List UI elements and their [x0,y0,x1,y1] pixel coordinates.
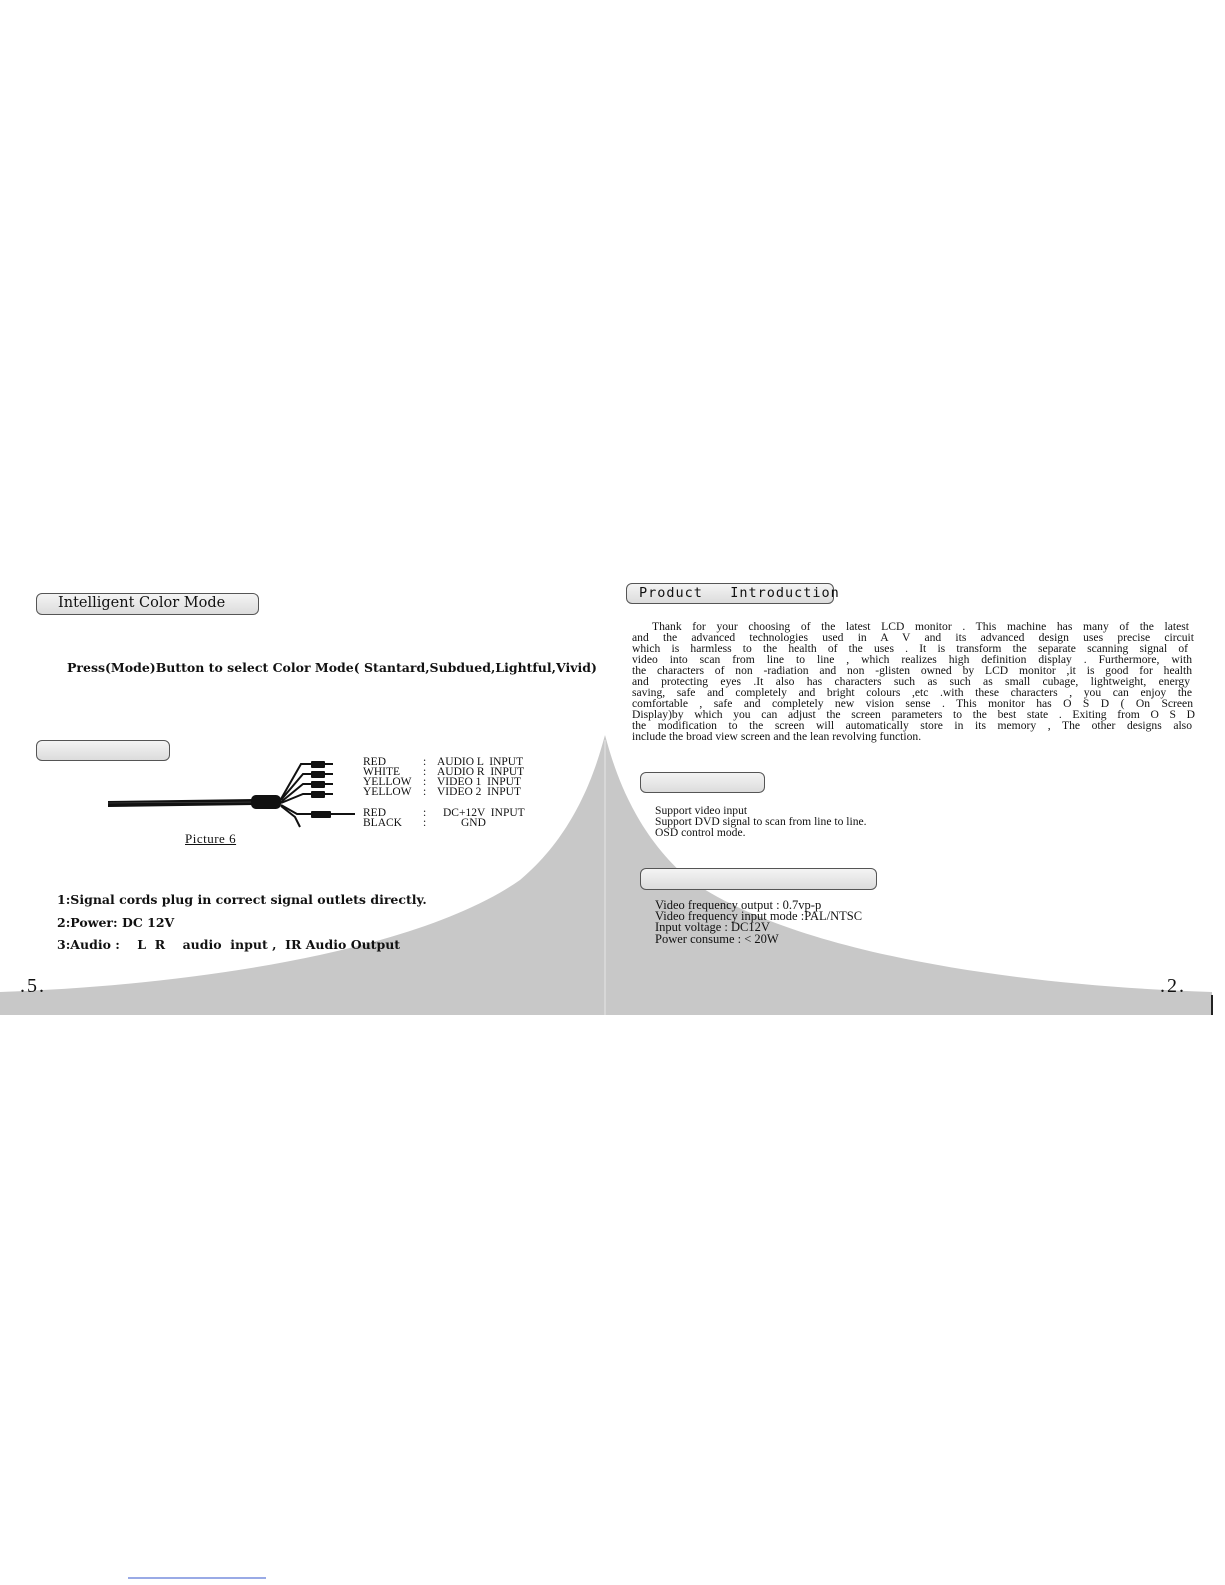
features-heading-box [640,772,765,793]
intro-line: which is harmless to the health of the uses . It is transform the separate scanning signal of [632,642,1188,655]
wire-row: YELLOW : VIDEO 2 INPUT [363,786,522,798]
rca-plug [311,781,325,788]
note-item: 1:Signal cords plug in correct signal outlets directly. [57,892,427,907]
intro-line: include the broad view screen and the lean revolving function. [632,730,922,743]
wire-row: YELLOW : VIDEO 1 INPUT [363,776,522,788]
intro-line: Display)by which you can adjust the screen parameters to the best state . Exiting from O S D [632,708,1195,721]
intro-line: the modification to the screen will automatically store in its memory , The other designs also [632,719,1192,732]
color-mode-heading: Intelligent Color Mode [58,595,226,611]
feature-item: OSD control mode. [655,826,746,839]
wire-row: WHITE : AUDIO R INPUT [363,766,525,778]
feature-item: Support DVD signal to scan from line to line. [655,815,867,828]
note-item: 2:Power: DC 12V [57,915,175,930]
spec-item: Video frequency output : 0.7vp-p [655,898,822,912]
intro-line: and protecting eyes .It also has characters such as such as small cubage, lightweight, energy [632,675,1190,688]
intro-line: Thank for your choosing of the latest LCD monitor . This machine has many of the latest [652,620,1189,633]
spec-item: Video frequency input mode :PAL/NTSC [655,909,863,923]
wire-row: BLACK : GND [363,817,486,829]
intro-line: comfortable , safe and completely new vision sense . This monitor has O S D ( On Screen [632,697,1193,710]
dc-connector [311,811,331,818]
rca-plug [311,761,325,768]
note-item: 3:Audio : L R audio input , IR Audio Output [57,937,401,952]
feature-item: Support video input [655,804,748,817]
intro-line: the characters of non -radiation and non -glisten owned by LCD monitor ,it is good for health [632,664,1192,677]
intro-line: and the advanced technologies used in A V and its advanced design uses precise circuit [632,631,1194,644]
picture-caption: Picture 6 [185,831,237,846]
specs-heading-box [640,868,877,890]
rca-plug [311,791,325,798]
cable-diagram [105,755,360,835]
intro-line: video into scan from line to line , which realizes high definition display . Furthermore, with [632,653,1192,666]
wire-row: RED : DC+12V INPUT [363,807,525,819]
page-number-left: .5. [20,975,46,997]
intro-line: saving, safe and completely and bright colours ,etc .with these characters , you can enjoy the [632,686,1192,699]
cable-junction [251,795,281,809]
rca-plug [311,771,325,778]
color-mode-instruction: Press(Mode)Button to select Color Mode( Stantard,Subdued,Lightful,Vivid) [67,660,597,675]
spec-item: Power consume : < 20W [655,932,779,946]
intro-heading: Product Introduction [639,585,840,601]
spec-item: Input voltage : DC12V [655,920,770,934]
wire-row: RED : AUDIO L INPUT [363,756,524,768]
page-number-right: .2. [1160,975,1186,997]
